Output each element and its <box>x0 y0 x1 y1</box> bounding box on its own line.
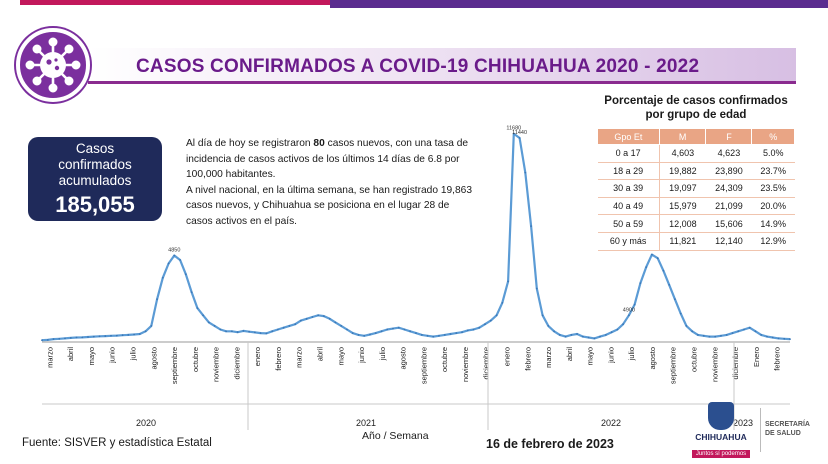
age-cell: 24,309 <box>706 180 752 198</box>
data-point <box>150 325 152 327</box>
x-tick-label: febrero <box>523 347 533 371</box>
age-title-line1: Porcentaje de casos confirmados <box>604 95 788 107</box>
data-point <box>571 334 573 336</box>
data-point <box>559 334 561 336</box>
data-point <box>260 332 262 334</box>
data-point <box>657 257 659 259</box>
age-col-group: Gpo Et <box>598 129 660 145</box>
x-tick-label: mayo <box>336 347 346 366</box>
series-line <box>42 134 790 341</box>
data-point <box>254 332 256 334</box>
data-point <box>404 329 406 331</box>
data-point <box>594 338 596 340</box>
age-cell: 18 a 29 <box>598 162 660 180</box>
data-point <box>438 335 440 337</box>
year-label: 2021 <box>355 418 377 428</box>
x-tick-label: noviembre <box>211 347 221 383</box>
data-point <box>116 335 118 337</box>
x-tick-label: agosto <box>398 347 408 370</box>
data-point <box>737 330 739 332</box>
age-cell: 50 a 59 <box>598 215 660 233</box>
data-point <box>668 284 670 286</box>
data-point <box>421 334 423 336</box>
data-point <box>680 313 682 315</box>
data-point <box>70 337 72 339</box>
x-tick-label: marzo <box>544 347 554 368</box>
data-point <box>87 336 89 338</box>
age-cell: 60 y más <box>598 232 660 250</box>
footer-date: 16 de febrero de 2023 <box>486 437 614 451</box>
data-point <box>645 266 647 268</box>
data-point <box>617 329 619 331</box>
data-point <box>64 338 66 340</box>
data-point <box>294 323 296 325</box>
data-point <box>133 334 135 336</box>
data-point <box>697 334 699 336</box>
data-point <box>41 339 43 341</box>
age-title-line2: por grupo de edad <box>645 109 747 121</box>
footer-source: Fuente: SISVER y estadística Estatal <box>22 437 212 449</box>
data-point <box>450 333 452 335</box>
data-point <box>47 339 49 341</box>
data-point <box>237 331 239 333</box>
x-tick-label: octubre <box>440 347 450 373</box>
data-point <box>783 338 785 340</box>
data-point <box>173 255 175 257</box>
x-tick-label: abril <box>66 347 76 362</box>
data-point <box>507 281 509 283</box>
data-point <box>225 330 227 332</box>
summary-p1-bold: 80 <box>313 138 325 149</box>
data-point <box>501 302 503 304</box>
age-cell: 23.5% <box>752 180 795 198</box>
x-tick-label: mayo <box>86 347 96 366</box>
data-point <box>381 330 383 332</box>
data-point <box>582 336 584 338</box>
age-cell: 15,979 <box>659 197 706 215</box>
summary-p1-pre: Al día de hoy se registraron <box>186 138 314 149</box>
data-point <box>789 338 791 340</box>
age-cell: 4,623 <box>706 145 752 163</box>
dept-line2: DE SALUD <box>765 430 801 437</box>
data-point <box>663 270 665 272</box>
data-point <box>93 336 95 338</box>
year-label: 2023 <box>732 418 754 428</box>
data-point <box>605 334 607 336</box>
age-cell: 12,140 <box>706 232 752 250</box>
age-cell: 11,821 <box>659 232 706 250</box>
data-point <box>415 332 417 334</box>
data-point <box>392 328 394 330</box>
secretaria-label <box>765 420 810 438</box>
data-point <box>312 316 314 318</box>
data-point <box>709 336 711 338</box>
data-point <box>651 254 653 256</box>
peak-label: 4850 <box>168 247 181 254</box>
logo-divider <box>760 408 761 452</box>
data-point <box>300 320 302 322</box>
x-tick-label: septiembre <box>419 347 429 385</box>
data-point <box>145 330 147 332</box>
data-point <box>760 334 762 336</box>
age-cell: 14.9% <box>752 215 795 233</box>
chihuahua-logo <box>686 402 756 460</box>
data-point <box>576 333 578 335</box>
data-point <box>542 314 544 316</box>
age-cell: 12,008 <box>659 215 706 233</box>
age-cell: 15,606 <box>706 215 752 233</box>
x-tick-label: abril <box>564 347 574 362</box>
data-point <box>496 314 498 316</box>
data-point <box>524 172 526 174</box>
data-point <box>358 334 360 336</box>
data-point <box>231 330 233 332</box>
data-point <box>122 334 124 336</box>
data-point <box>58 338 60 340</box>
data-point <box>306 318 308 320</box>
x-tick-label: octubre <box>190 347 200 373</box>
x-tick-label: noviembre <box>460 347 470 383</box>
data-point <box>352 332 354 334</box>
data-point <box>139 333 141 335</box>
age-col-f: F <box>706 129 752 145</box>
data-point <box>478 327 480 329</box>
data-point <box>53 338 55 340</box>
x-tick-label: Enero <box>751 347 761 368</box>
data-point <box>720 335 722 337</box>
age-cell: 40 a 49 <box>598 197 660 215</box>
data-point <box>634 304 636 306</box>
data-point <box>467 330 469 332</box>
state-shield-icon <box>708 402 734 430</box>
data-point <box>329 318 331 320</box>
data-point <box>674 298 676 300</box>
cases-label-3: acumulados <box>58 173 132 188</box>
x-tick-label: agosto <box>647 347 657 370</box>
data-point <box>536 288 538 290</box>
year-label: 2022 <box>600 418 622 428</box>
data-point <box>363 335 365 337</box>
data-point <box>628 314 630 316</box>
data-point <box>490 320 492 322</box>
age-cell: 19,882 <box>659 162 706 180</box>
data-point <box>755 330 757 332</box>
data-point <box>346 329 348 331</box>
data-point <box>220 329 222 331</box>
x-tick-label: septiembre <box>668 347 678 385</box>
data-point <box>432 336 434 338</box>
data-point <box>703 335 705 337</box>
data-point <box>375 332 377 334</box>
data-point <box>386 329 388 331</box>
data-point <box>104 335 106 337</box>
data-point <box>283 327 285 329</box>
data-point <box>455 332 457 334</box>
data-point <box>547 325 549 327</box>
x-tick-label: diciembre <box>232 347 242 380</box>
age-cell: 23,890 <box>706 162 752 180</box>
x-tick-label: marzo <box>45 347 55 368</box>
data-point <box>323 315 325 317</box>
data-point <box>191 291 193 293</box>
data-point <box>335 322 337 324</box>
data-point <box>76 337 78 339</box>
data-point <box>553 330 555 332</box>
data-point <box>599 336 601 338</box>
x-tick-label: abril <box>315 347 325 362</box>
data-point <box>266 333 268 335</box>
data-point <box>127 334 129 336</box>
x-tick-label: enero <box>502 347 512 367</box>
cases-label-1: Casos <box>75 141 115 156</box>
data-point <box>530 225 532 227</box>
cases-label-2: confirmados <box>58 157 132 172</box>
x-tick-label: julio <box>128 347 138 361</box>
data-point <box>640 282 642 284</box>
cases-value: 185,055 <box>55 192 135 217</box>
data-point <box>179 259 181 261</box>
logo-name: CHIHUAHUA <box>695 432 747 442</box>
age-cell: 20.0% <box>752 197 795 215</box>
year-label: 2020 <box>135 418 157 428</box>
data-point <box>484 323 486 325</box>
data-point <box>473 329 475 331</box>
data-point <box>185 273 187 275</box>
x-tick-label: julio <box>377 347 387 361</box>
age-cell: 19,097 <box>659 180 706 198</box>
data-point <box>622 323 624 325</box>
data-point <box>208 322 210 324</box>
age-cell: 21,099 <box>706 197 752 215</box>
x-tick-label: febrero <box>772 347 782 371</box>
data-point <box>766 336 768 338</box>
summary-p1-post: casos nuevos, con una tasa de incidencia de casos activos de los últimos 14 días de 6.8 por 100,000 habitantes. <box>186 138 469 180</box>
x-tick-label: junio <box>107 347 117 363</box>
x-tick-label: marzo <box>294 347 304 368</box>
age-col-m: M <box>659 129 706 145</box>
dept-line1: SECRETARÍA <box>765 421 810 428</box>
x-tick-label: julio <box>627 347 637 361</box>
data-point <box>369 334 371 336</box>
data-point <box>340 325 342 327</box>
summary-p2: A nivel nacional, en la última semana, se han registrado 19,863 casos nuevos, y Chihuahua se posiciona en el lugar 28 de casos activos en el país. <box>186 184 472 227</box>
data-point <box>749 327 751 329</box>
peak-label: 11440 <box>512 130 528 136</box>
age-cell: 5.0% <box>752 145 795 163</box>
x-tick-label: diciembre <box>481 347 491 380</box>
peak-label: 11680 <box>506 125 522 132</box>
data-point <box>778 338 780 340</box>
x-tick-label: enero <box>253 347 263 367</box>
data-point <box>99 335 101 337</box>
data-point <box>243 330 245 332</box>
data-point <box>726 334 728 336</box>
data-point <box>197 307 199 309</box>
age-cell: 23.7% <box>752 162 795 180</box>
age-col-pct: % <box>752 129 795 145</box>
data-point <box>714 336 716 338</box>
data-point <box>686 325 688 327</box>
data-point <box>519 137 521 139</box>
age-cell: 30 a 39 <box>598 180 660 198</box>
x-tick-label: mayo <box>585 347 595 366</box>
data-point <box>743 329 745 331</box>
x-tick-label: noviembre <box>710 347 720 383</box>
data-point <box>427 335 429 337</box>
data-point <box>289 325 291 327</box>
data-point <box>444 334 446 336</box>
x-tick-label: febrero <box>273 347 283 371</box>
data-point <box>248 331 250 333</box>
data-point <box>110 335 112 337</box>
x-tick-label: octubre <box>689 347 699 373</box>
data-point <box>317 314 319 316</box>
data-point <box>409 330 411 332</box>
logo-tag: Juntos sí podemos <box>692 450 750 458</box>
data-point <box>461 331 463 333</box>
page-title: CASOS CONFIRMADOS A COVID-19 CHIHUAHUA 2020 - 2022 <box>136 56 700 77</box>
data-point <box>588 337 590 339</box>
data-point <box>277 329 279 331</box>
peak-label: 4900 <box>622 307 636 314</box>
age-cell: 12.9% <box>752 232 795 250</box>
age-cell: 4,603 <box>659 145 706 163</box>
data-point <box>271 330 273 332</box>
data-point <box>162 277 164 279</box>
data-point <box>732 332 734 334</box>
x-tick-label: junio <box>357 347 367 363</box>
age-cell: 0 a 17 <box>598 145 660 163</box>
data-point <box>565 336 567 338</box>
data-point <box>81 337 83 339</box>
data-point <box>772 337 774 339</box>
data-point <box>156 298 158 300</box>
x-tick-label: septiembre <box>170 347 180 385</box>
x-axis-label: Año / Semana <box>362 430 429 442</box>
data-point <box>611 331 613 333</box>
data-point <box>214 325 216 327</box>
x-tick-label: diciembre <box>731 347 741 380</box>
x-tick-label: junio <box>606 347 616 363</box>
data-point <box>168 263 170 265</box>
data-point <box>202 314 204 316</box>
x-tick-label: agosto <box>149 347 159 370</box>
data-point <box>691 330 693 332</box>
data-point <box>398 327 400 329</box>
